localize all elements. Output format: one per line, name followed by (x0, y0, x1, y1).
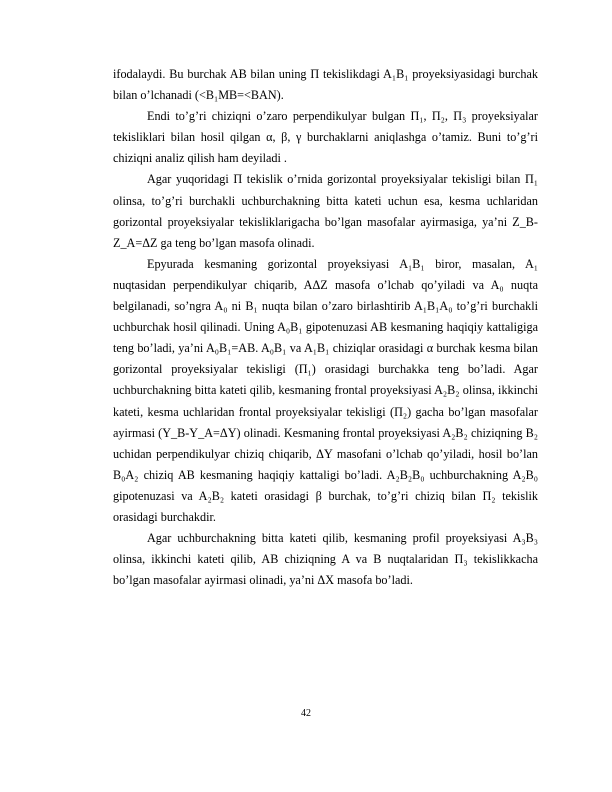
paragraph-3: Agar yuqoridagi Π tekislik o’rnida gorizontal proyeksiyalar tekisligi bilan Π₁ olinsa, to’g’ri burchakli uchburchakning bitta kateti uchun esa, kesma uchlaridan gorizontal proyeksiyalar tekisliklarigacha bo’lgan masofalar ayirmasiga, ya’ni Z_B-Z_A=ΔZ ga teng bo’lgan masofa olinadi. (113, 172, 538, 250)
paragraph-2: Endi to’g’ri chiziqni o’zaro perpendikulyar bulgan Π₁, Π₂, Π₃ proyeksiyalar tekisliklari bilan hosil qilgan α, β, γ burchaklarni aniqlashga o’tamiz. Buni to’g’ri chiziqni analiz qilish ham deyiladi . (113, 109, 538, 166)
paragraph-4: Epyurada kesmaning gorizontal proyeksiyasi A₁B₁ biror, masalan, A₁ nuqtasidan perpendikulyar chiqarib, AΔZ masofa o’lchab qo’yiladi va A₀ nuqta belgilanadi, so’ngra A₀ ni B₁ nuqta bilan o’zaro birlashtirib A₁B₁A₀ to’g’ri burchakli uchburchak hosil qilinadi. Uning A₀B₁ gipotenuzasi AB kesmaning haqiqiy kattaligiga teng bo’ladi, ya’ni A₀B₁=AB. A₀B₁ va A₁B₁ chiziqlar orasidagi α burchak kesma bilan gorizontal proyeksiyalar tekisligi (Π₁) orasidagi burchakka teng bo’ladi. Agar uchburchakning bitta kateti qilib, kesmaning frontal proyeksiyasi A₂B₂ olinsa, ikkinchi kateti, kesma uchlaridan frontal proyeksiyalar tekisligi (Π₂) gacha bo’lgan masofalar ayirmasi (Y_B-Y_A=ΔY) olinadi. Kesmaning frontal proyeksiyasi A₂B₂ chiziqning B₂ uchidan perpendikulyar chiziq chiqarib, ΔY masofani o’lchab qo’yiladi, hosil bo’lan B₀A₂ chiziq AB kesmaning haqiqiy kattaligi bo’ladi. A₂B₂B₀ uchburchakning A₂B₀ gipotenuzasi va A₂B₂ kateti orasidagi β burchak, to’g’ri chiziq bilan Π₂ tekislik orasidagi burchakdir. (113, 256, 538, 524)
body-text (113, 64, 538, 591)
page-number: 42 (301, 708, 311, 719)
paragraph-5: Agar uchburchakning bitta kateti qilib, kesmaning profil proyeksiyasi A₃B₃ olinsa, ikkinchi kateti qilib, AB chiziqning A va B nuqtalaridan Π₃ tekislikkacha bo’lgan masofalar ayirmasi olinadi, ya’ni ΔX masofa bo’ladi. (113, 531, 538, 588)
paragraph-1: ifodalaydi. Bu burchak AB bilan uning Π tekislikdagi A₁B₁ proyeksiyasidagi burchak bilan o’lchanadi (<B₁MB=<BAN). (113, 67, 538, 103)
